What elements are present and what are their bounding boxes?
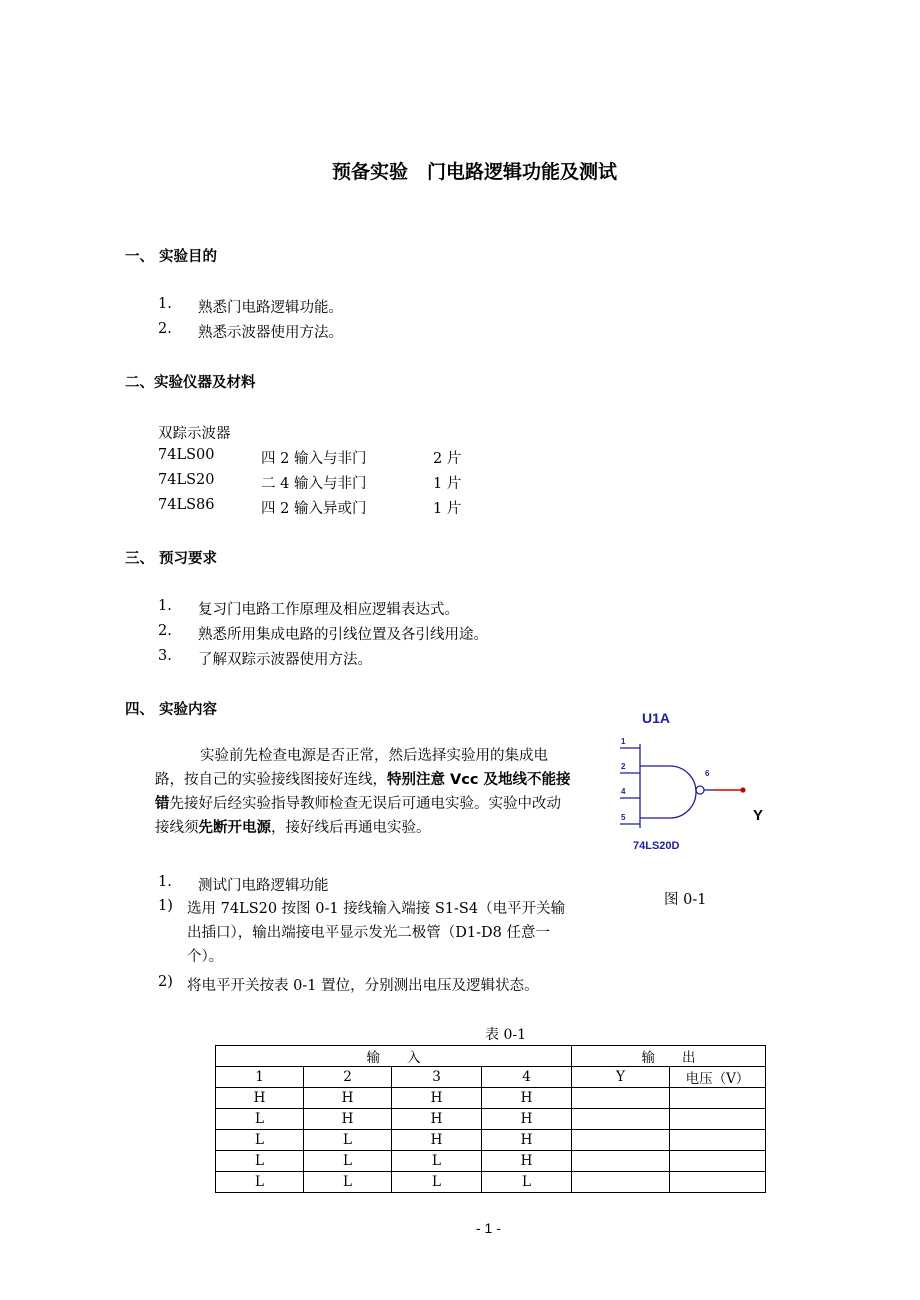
column-header: 2 xyxy=(304,1067,392,1088)
list-item-num: 2. xyxy=(158,321,172,337)
table-cell: H xyxy=(482,1130,572,1151)
table-cell: L xyxy=(304,1130,392,1151)
table-cell: L xyxy=(304,1172,392,1193)
table-cell xyxy=(670,1172,766,1193)
table-cell: L xyxy=(216,1109,304,1130)
table-caption: 表 0-1 xyxy=(485,1027,526,1043)
table-group-header-row xyxy=(216,1046,766,1067)
warning-text: 特别注意 Vcc 及地线不能接错 xyxy=(155,772,571,812)
component-label: U1A xyxy=(642,710,671,726)
table-cell xyxy=(572,1172,670,1193)
table-cell xyxy=(670,1109,766,1130)
list-item-num: 1. xyxy=(158,296,172,312)
equipment-part: 74LS20 xyxy=(158,472,215,488)
input-group-header: 输 入 xyxy=(216,1046,572,1067)
output-pin-label: 6 xyxy=(705,769,710,778)
table-cell: L xyxy=(216,1130,304,1151)
table-cell: H xyxy=(304,1109,392,1130)
section-heading-content: 四、 实验内容 xyxy=(125,702,218,718)
table-cell: H xyxy=(392,1130,482,1151)
equipment-part: 74LS86 xyxy=(158,497,215,513)
figure-caption: 图 0-1 xyxy=(664,892,707,908)
equipment-qty: 1 片 xyxy=(433,476,462,492)
table-cell xyxy=(572,1151,670,1172)
table-cell xyxy=(670,1130,766,1151)
table-row xyxy=(216,1130,766,1151)
table-row xyxy=(216,1109,766,1130)
table-cell: L xyxy=(216,1151,304,1172)
pin-label: 2 xyxy=(621,762,626,771)
equipment-desc: 四 2 输入异或门 xyxy=(261,501,367,517)
table-cell: H xyxy=(482,1109,572,1130)
truth-table xyxy=(215,1045,766,1193)
table-cell: H xyxy=(216,1088,304,1109)
step-text: 将电平开关按表 0-1 置位，分别测出电压及逻辑状态。 xyxy=(187,978,539,994)
page-title: 预备实验 门电路逻辑功能及测试 xyxy=(332,161,618,183)
output-label: Y xyxy=(753,807,764,824)
output-group-header: 输 出 xyxy=(572,1046,766,1067)
table-cell xyxy=(572,1088,670,1109)
step-num: 2) xyxy=(158,974,173,990)
table-cell: H xyxy=(392,1109,482,1130)
section-heading-preparation: 三、 预习要求 xyxy=(125,551,218,567)
pin-label: 4 xyxy=(621,787,626,796)
table-cell xyxy=(572,1130,670,1151)
table-cell xyxy=(572,1109,670,1130)
list-item-num: 1. xyxy=(158,598,172,614)
table-cell: H xyxy=(392,1088,482,1109)
table-header-row xyxy=(216,1067,766,1088)
table-cell xyxy=(670,1151,766,1172)
column-header: 3 xyxy=(392,1067,482,1088)
table-cell: L xyxy=(392,1151,482,1172)
column-header: Y xyxy=(572,1067,670,1088)
nand-gate-diagram xyxy=(600,700,790,860)
list-item: 熟悉示波器使用方法。 xyxy=(198,325,343,341)
column-header: 电压（V） xyxy=(670,1067,766,1088)
list-item: 了解双踪示波器使用方法。 xyxy=(198,652,372,668)
section-heading-equipment: 二、实验仪器及材料 xyxy=(125,375,256,391)
equipment-part: 74LS00 xyxy=(158,447,215,463)
list-item: 熟悉所用集成电路的引线位置及各引线用途。 xyxy=(198,627,488,643)
list-item: 熟悉门电路逻辑功能。 xyxy=(198,300,343,316)
table-cell: H xyxy=(482,1088,572,1109)
instruction-paragraph: 实验前先检查电源是否正常，然后选择实验用的集成电路，按自己的实验接线图接好连线，特别注意 Vcc 及地线不能接错先接好后经实验指导教师检查无误后可通电实验。实验中改动接线须先断开电源，接好线后再通电实验。 xyxy=(155,748,571,836)
table-cell xyxy=(670,1088,766,1109)
list-item-num: 2. xyxy=(158,623,172,639)
table-cell: L xyxy=(482,1172,572,1193)
table-cell: H xyxy=(304,1088,392,1109)
equipment-qty: 2 片 xyxy=(433,451,462,467)
subsection-num: 1. xyxy=(158,874,172,890)
step-text: 选用 74LS20 按图 0-1 接线输入端接 S1-S4（电平开关输出插口），输出端接电平显示发光二极管（D1-D8 任意一个）。 xyxy=(187,901,566,965)
equipment-item: 双踪示波器 xyxy=(158,426,231,442)
equipment-desc: 四 2 输入与非门 xyxy=(261,451,367,467)
warning-text: 先断开电源 xyxy=(198,820,271,836)
subsection-title: 测试门电路逻辑功能 xyxy=(198,878,329,894)
table-row xyxy=(216,1088,766,1109)
page-number: - 1 - xyxy=(476,1220,501,1236)
table-cell: L xyxy=(304,1151,392,1172)
equipment-desc: 二 4 输入与非门 xyxy=(261,476,367,492)
column-header: 1 xyxy=(216,1067,304,1088)
step-num: 1) xyxy=(158,898,173,914)
table-cell: L xyxy=(216,1172,304,1193)
table-cell: L xyxy=(392,1172,482,1193)
pin-label: 1 xyxy=(621,737,626,746)
list-item-num: 3. xyxy=(158,648,172,664)
list-item: 复习门电路工作原理及相应逻辑表达式。 xyxy=(198,602,459,618)
section-heading-purpose: 一、 实验目的 xyxy=(125,249,218,265)
column-header: 4 xyxy=(482,1067,572,1088)
table-row xyxy=(216,1172,766,1193)
part-number: 74LS20D xyxy=(633,840,680,852)
table-cell: H xyxy=(482,1151,572,1172)
equipment-qty: 1 片 xyxy=(433,501,462,517)
pin-label: 5 xyxy=(621,813,626,822)
table-row xyxy=(216,1151,766,1172)
